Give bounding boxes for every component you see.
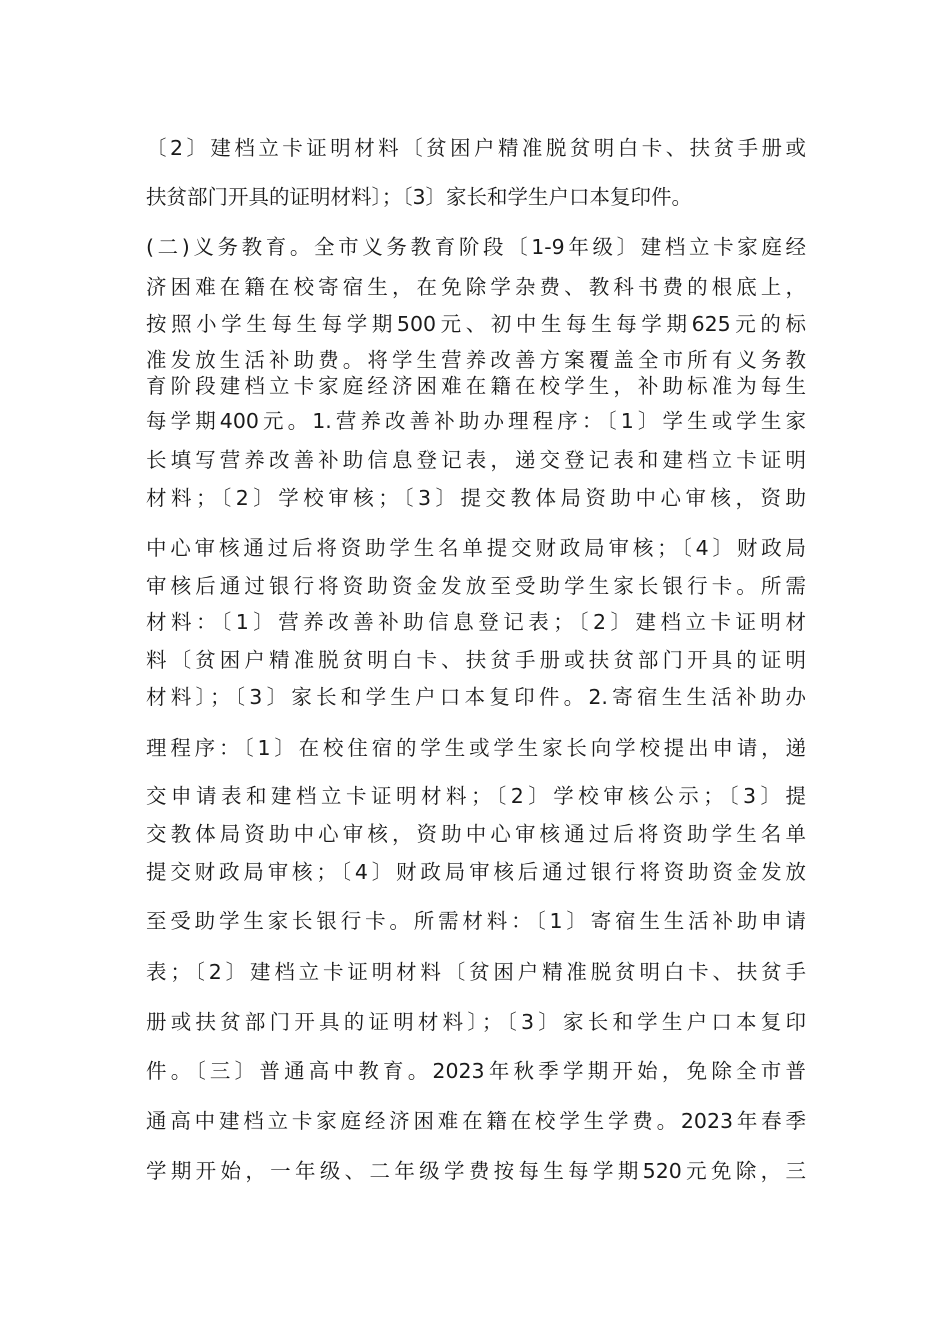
text-line-19: 提交财政局审核；〔4〕财政局审核后通过银行将资助资金发放 — [146, 860, 806, 884]
text-line-20: 至受助学生家长银行卡。所需材料：〔1〕寄宿生生活补助申请 — [146, 909, 806, 933]
text-line-1: 〔2〕建档立卡证明材料〔贫困户精准脱贫明白卡、扶贫手册或 — [146, 136, 806, 160]
text-line-8: 每学期400元。1.营养改善补助办理程序：〔1〕学生或学生家 — [146, 409, 806, 433]
text-line-21: 表；〔2〕建档立卡证明材料〔贫困户精准脱贫明白卡、扶贫手 — [146, 960, 806, 984]
text-line-9: 长填写营养改善补助信息登记表，递交登记表和建档立卡证明 — [146, 448, 806, 472]
text-line-14: 料〔贫困户精准脱贫明白卡、扶贫手册或扶贫部门开具的证明 — [146, 648, 806, 672]
text-line-24: 通高中建档立卡家庭经济困难在籍在校学生学费。2023年春季 — [146, 1109, 806, 1133]
text-line-11: 中心审核通过后将资助学生名单提交财政局审核；〔4〕财政局 — [146, 536, 806, 560]
text-line-15: 材料〕；〔3〕家长和学生户口本复印件。2.寄宿生生活补助办 — [146, 685, 806, 709]
text-line-7: 育阶段建档立卡家庭经济困难在籍在校学生，补助标准为每生 — [146, 374, 806, 398]
text-line-23: 件。〔三〕普通高中教育。2023年秋季学期开始，免除全市普 — [146, 1059, 806, 1083]
text-line-13: 材料：〔1〕营养改善补助信息登记表；〔2〕建档立卡证明材 — [146, 610, 806, 634]
text-line-22: 册或扶贫部门开具的证明材料〕；〔3〕家长和学生户口本复印 — [146, 1010, 806, 1034]
text-line-3: (二)义务教育。全市义务教育阶段〔1-9年级〕建档立卡家庭经 — [146, 235, 806, 259]
text-line-4: 济困难在籍在校寄宿生，在免除学杂费、教科书费的根底上， — [146, 275, 806, 299]
text-line-2: 扶贫部门开具的证明材料〕；〔3〕家长和学生户口本复印件。 — [146, 185, 693, 209]
text-line-17: 交申请表和建档立卡证明材料；〔2〕学校审核公示；〔3〕提 — [146, 784, 806, 808]
text-line-12: 审核后通过银行将资助资金发放至受助学生家长银行卡。所需 — [146, 574, 806, 598]
text-line-10: 材料；〔2〕学校审核；〔3〕提交教体局资助中心审核，资助 — [146, 486, 806, 510]
text-line-25: 学期开始，一年级、二年级学费按每生每学期520元免除，三 — [146, 1159, 806, 1183]
text-line-18: 交教体局资助中心审核，资助中心审核通过后将资助学生名单 — [146, 822, 806, 846]
text-line-6: 准发放生活补助费。将学生营养改善方案覆盖全市所有义务教 — [146, 348, 806, 372]
text-line-16: 理程序：〔1〕在校住宿的学生或学生家长向学校提出申请，递 — [146, 736, 806, 760]
text-line-5: 按照小学生每生每学期500元、初中生每生每学期625元的标 — [146, 312, 806, 336]
